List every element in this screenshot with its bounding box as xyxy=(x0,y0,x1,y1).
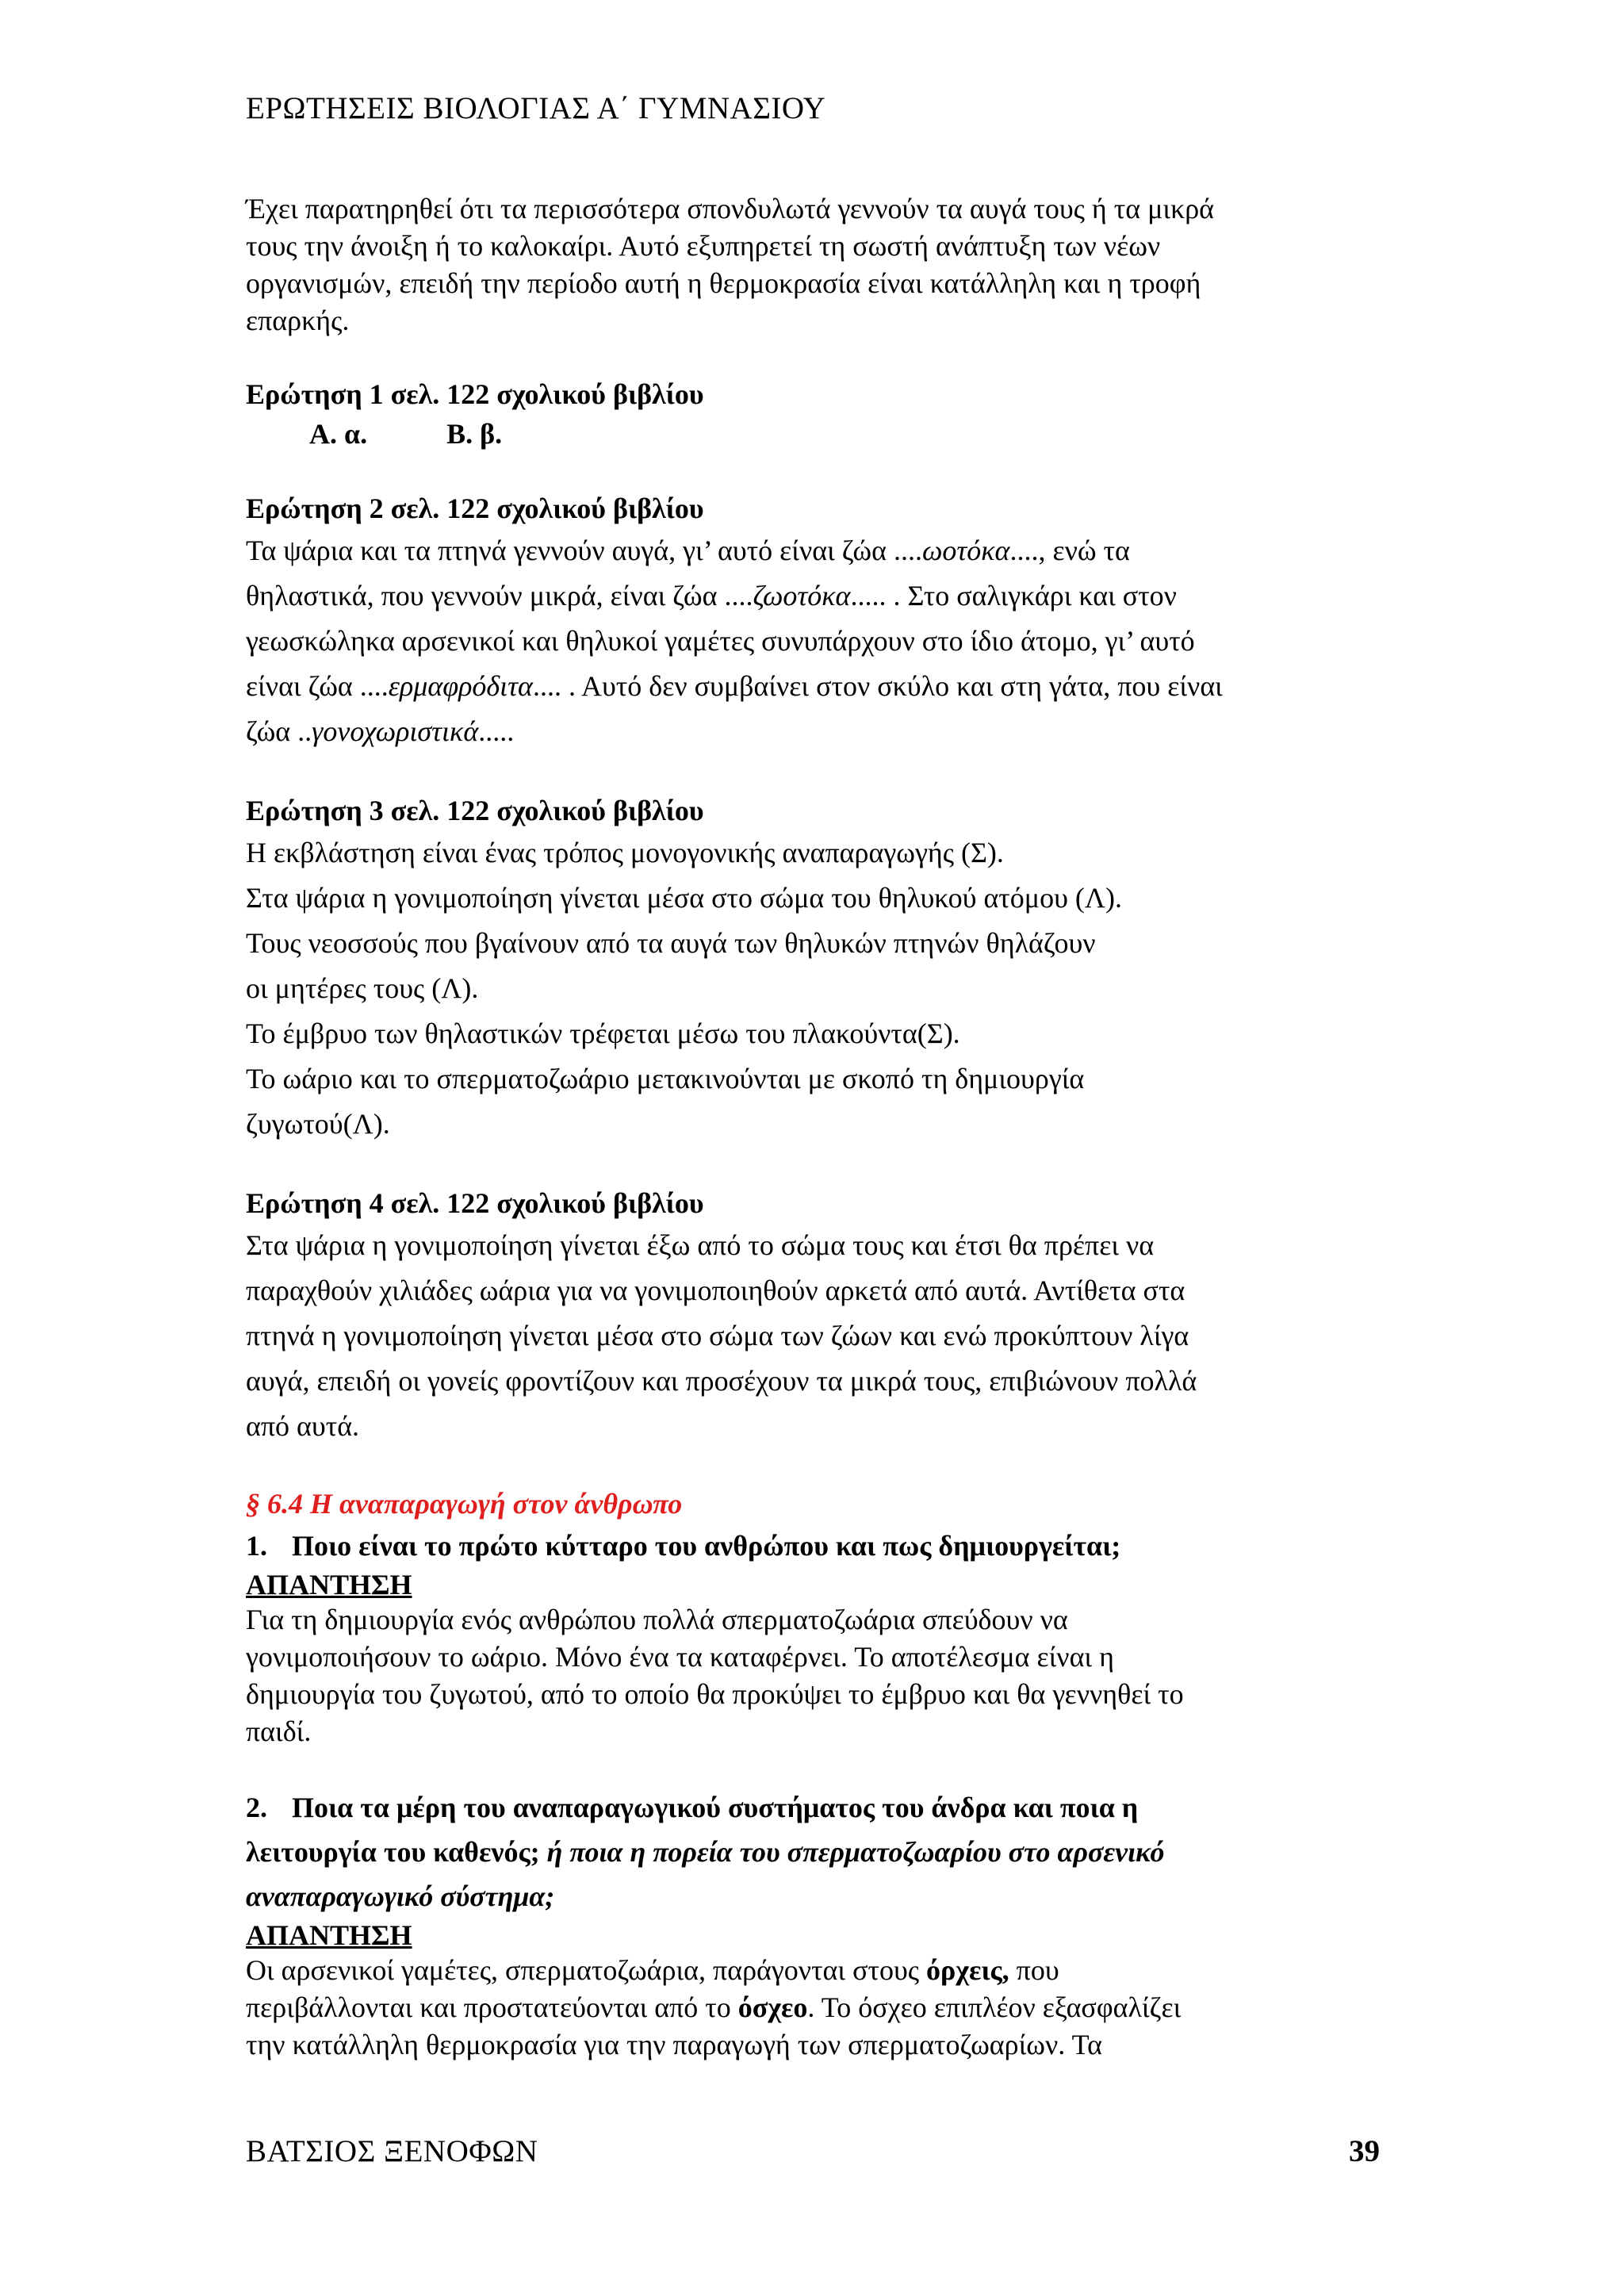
fill-in-answer: γονοχωριστικά xyxy=(312,715,479,747)
question-4-title: Ερώτηση 4 σελ. 122 σχολικού βιβλίου xyxy=(246,1187,704,1219)
section-heading: § 6.4 Η αναπαραγωγή στον άνθρωπο xyxy=(246,1488,683,1520)
intro-paragraph xyxy=(246,190,1388,339)
text-line xyxy=(246,709,1388,754)
fill-in-answer: ερμαφρόδιτα xyxy=(388,670,533,702)
question-3-title: Ερώτηση 3 σελ. 122 σχολικού βιβλίου xyxy=(246,795,704,826)
item-2-answer xyxy=(246,1952,1388,2064)
text-segment: ..... xyxy=(478,715,515,747)
question-2-title: Ερώτηση 2 σελ. 122 σχολικού βιβλίου xyxy=(246,493,704,524)
text-line xyxy=(246,528,1388,573)
text-line: Έχει παρατηρηθεί ότι τα περισσότερα σπονδυλωτά γεννούν τα αυγά τους ή τα μικρά xyxy=(246,193,1215,224)
question-alt-text: ή ποια η πορεία του σπερματοζωαρίου στο αρσενικό xyxy=(539,1836,1165,1868)
question-2-answer xyxy=(246,528,1388,754)
text-segment: περιβάλλονται και προστατεύονται από το xyxy=(246,1991,738,2023)
text-line xyxy=(246,664,1388,709)
text-line: Στα ψάρια η γονιμοποίηση γίνεται έξω από το σώμα τους και έτσι θα πρέπει να xyxy=(246,1229,1155,1261)
text-line xyxy=(246,1952,1388,1989)
text-segment: ...., ενώ τα xyxy=(1009,535,1130,566)
item-1-answer xyxy=(246,1601,1388,1750)
text-line: Η εκβλάστηση είναι ένας τρόπος μονογονικής αναπαραγωγής (Σ). xyxy=(246,837,1004,868)
question-1-title: Ερώτηση 1 σελ. 122 σχολικού βιβλίου xyxy=(246,378,704,410)
text-line: ζυγωτού(Λ). xyxy=(246,1108,390,1140)
text-segment: είναι ζώα .... xyxy=(246,670,389,702)
answer-label: ΑΠΑΝΤΗΣΗ xyxy=(246,1569,412,1600)
text-line: πτηνά η γονιμοποίηση γίνεται μέσα στο σώμα των ζώων και ενώ προκύπτουν λίγα xyxy=(246,1320,1189,1351)
text-line: την κατάλληλη θερμοκρασία για την παραγωγή των σπερματοζωαρίων. Τα xyxy=(246,2029,1102,2060)
item-number: 2. xyxy=(246,1792,267,1823)
footer-author: ΒΑΤΣΙΟΣ ΞΕΝΟΦΩΝ xyxy=(246,2134,538,2168)
question-3-answer xyxy=(246,830,1388,1147)
text-line: επαρκής. xyxy=(246,305,350,336)
page-number: 39 xyxy=(1349,2134,1380,2168)
item-2-question xyxy=(246,1785,1388,1918)
fill-in-answer: ωοτόκα xyxy=(921,535,1010,566)
text-line: οι μητέρες τους (Λ). xyxy=(246,972,479,1004)
text-line: παραχθούν χιλιάδες ωάρια για να γονιμοποιηθούν αρκετά από αυτά. Αντίθετα στα xyxy=(246,1274,1185,1306)
text-line: τους την άνοιξη ή το καλοκαίρι. Αυτό εξυπηρετεί τη σωστή ανάπτυξη των νέων xyxy=(246,230,1161,262)
text-line: Για τη δημιουργία ενός ανθρώπου πολλά σπερματοζωάρια σπεύδουν να xyxy=(246,1604,1068,1635)
question-alt-text: αναπαραγωγικό σύστημα; xyxy=(246,1880,555,1912)
text-line: από αυτά. xyxy=(246,1410,360,1442)
text-line: Το έμβρυο των θηλαστικών τρέφεται μέσω του πλακούντα(Σ). xyxy=(246,1018,960,1049)
text-line xyxy=(246,573,1388,619)
text-segment: .... . Αυτό δεν συμβαίνει στον σκύλο και στη γάτα, που είναι xyxy=(532,670,1223,702)
question-text: Ποιο είναι το πρώτο κύτταρο του ανθρώπου και πως δημιουργείται; xyxy=(292,1530,1121,1562)
text-segment: . Το όσχεο επιπλέον εξασφαλίζει xyxy=(807,1991,1182,2023)
key-term: όρχεις, xyxy=(926,1954,1009,1986)
text-line: Το ωάριο και το σπερματοζωάριο μετακινούνται με σκοπό τη δημιουργία xyxy=(246,1063,1085,1094)
text-segment: ..... . Στο σαλιγκάρι και στον xyxy=(850,580,1177,611)
answer-b: Β. β. xyxy=(446,418,503,450)
key-term: όσχεο xyxy=(737,1991,808,2023)
question-4-answer xyxy=(246,1223,1388,1449)
answer-a: Α. α. xyxy=(309,418,368,450)
text-line: γονιμοποιήσουν το ωάριο. Μόνο ένα τα καταφέρνει. Το αποτέλεσμα είναι η xyxy=(246,1641,1114,1673)
question-line xyxy=(246,1874,1388,1918)
question-line xyxy=(246,1830,1388,1874)
fill-in-answer: ζωοτόκα xyxy=(753,580,851,611)
text-line: παιδί. xyxy=(246,1715,312,1747)
text-segment: Τα ψάρια και τα πτηνά γεννούν αυγά, γι’ αυτό είναι ζώα .... xyxy=(246,535,922,566)
text-line: οργανισμών, επειδή την περίοδο αυτή η θερμοκρασία είναι κατάλληλη και η τροφή xyxy=(246,267,1201,299)
page-header: ΕΡΩΤΗΣΕΙΣ ΒΙΟΛΟΓΙΑΣ Α΄ ΓΥΜΝΑΣΙΟΥ xyxy=(246,91,826,125)
item-number: 1. xyxy=(246,1530,267,1562)
text-line: αυγά, επειδή οι γονείς φροντίζουν και προσέχουν τα μικρά τους, επιβιώνουν πολλά xyxy=(246,1365,1197,1397)
page-content xyxy=(246,190,1388,2064)
text-line: Τους νεοσσούς που βγαίνουν από τα αυγά των θηλυκών πτηνών θηλάζουν xyxy=(246,927,1096,959)
text-segment: Οι αρσενικοί γαμέτες, σπερματοζωάρια, παράγονται στους xyxy=(246,1954,927,1986)
text-line xyxy=(246,1989,1388,2026)
text-line: δημιουργία του ζυγωτού, από το οποίο θα προκύψει το έμβρυο και θα γεννηθεί το xyxy=(246,1678,1184,1710)
question-line xyxy=(246,1785,1388,1830)
text-segment: θηλαστικά, που γεννούν μικρά, είναι ζώα .... xyxy=(246,580,753,611)
question-text: λειτουργία του καθενός; xyxy=(246,1836,540,1868)
question-1-answers xyxy=(246,414,1388,454)
text-line: γεωσκώληκα αρσενικοί και θηλυκοί γαμέτες συνυπάρχουν στο ίδιο άτομο, γι’ αυτό xyxy=(246,625,1195,657)
text-segment: ζώα .. xyxy=(246,715,312,747)
item-1-question xyxy=(246,1524,1388,1568)
answer-label: ΑΠΑΝΤΗΣΗ xyxy=(246,1919,412,1951)
question-text: Ποια τα μέρη του αναπαραγωγικού συστήματος του άνδρα και ποια η xyxy=(292,1792,1139,1823)
text-segment: που xyxy=(1009,1954,1059,1986)
text-line: Στα ψάρια η γονιμοποίηση γίνεται μέσα στο σώμα του θηλυκού ατόμου (Λ). xyxy=(246,882,1122,914)
